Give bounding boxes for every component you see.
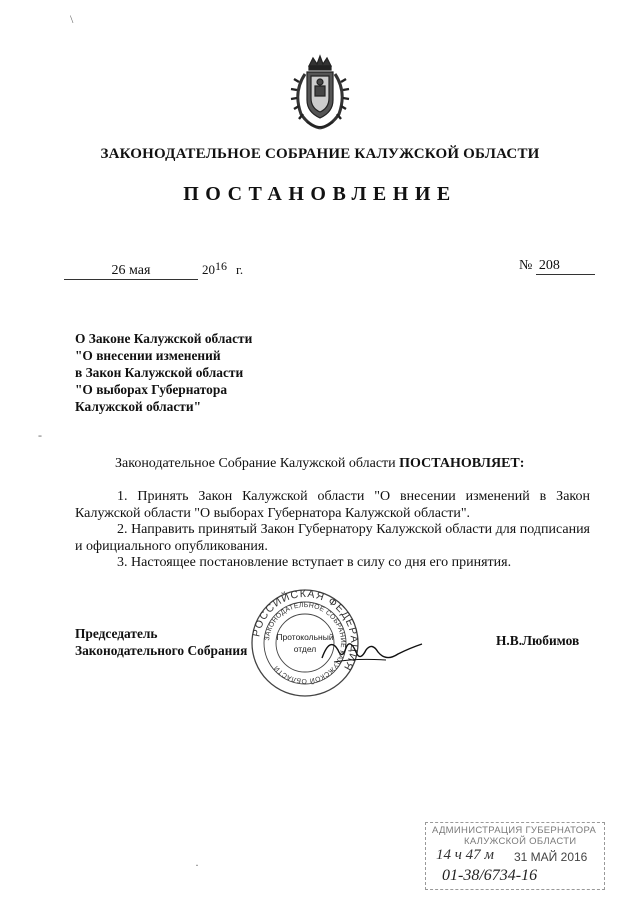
svg-text:ЗАКОНОДАТЕЛЬНОЕ СОБРАНИЕ КАЛУЖ: ЗАКОНОДАТЕЛЬНОЕ СОБРАНИЕ КАЛУЖСКОЙ ОБЛАСТИ — [264, 601, 347, 685]
document-type-title: ПОСТАНОВЛЕНИЕ — [183, 183, 457, 205]
signer-position-line: Председатель — [75, 626, 158, 641]
scan-mark: · — [195, 858, 199, 872]
kaluga-coat-of-arms-icon — [287, 52, 353, 134]
subject-line: Калужской области" — [75, 399, 202, 414]
resolution-items — [75, 489, 590, 572]
svg-text:Протокольный: Протокольный — [276, 632, 334, 642]
preamble-resolves: ПОСТАНОВЛЯЕТ: — [399, 456, 525, 471]
signer-position — [75, 625, 247, 659]
svg-text:отдел: отдел — [293, 644, 317, 654]
resolution-item: 3. Настоящее постановление вступает в силу со дня его принятия. — [117, 555, 512, 570]
organization-title: ЗАКОНОДАТЕЛЬНОЕ СОБРАНИЕ КАЛУЖСКОЙ ОБЛАСТИ — [100, 146, 540, 162]
date-year: $20^{16}$ — [202, 259, 227, 277]
stamp-date: 31 МАЙ 2016 — [514, 850, 588, 864]
scan-mark: \ — [70, 12, 74, 26]
scan-mark: - — [38, 428, 42, 442]
number-value: 208 — [536, 258, 595, 275]
date-year-unit: г. — [236, 262, 244, 277]
registration-stamp — [425, 822, 605, 890]
stamp-line: КАЛУЖСКОЙ ОБЛАСТИ — [464, 836, 577, 847]
resolution-item: 2. Направить принятый Закон Губернатору Калужской области для подписания и официального опубликования. — [75, 522, 590, 554]
document-date — [64, 259, 243, 280]
stamp-line: АДМИНИСТРАЦИЯ ГУБЕРНАТОРА — [432, 825, 597, 836]
preamble-text: Законодательное Собрание Калужской области — [115, 456, 400, 471]
subject-line: О Законе Калужской области — [75, 331, 253, 346]
handwritten-signature — [316, 628, 426, 672]
document-number — [519, 258, 595, 275]
document-subject — [75, 330, 252, 415]
subject-line: в Закон Калужской области — [75, 365, 244, 380]
signer-name: Н.В.Любимов — [496, 633, 580, 648]
number-sign: № — [519, 258, 533, 273]
subject-line: "О внесении изменений — [75, 348, 221, 363]
stamp-time: 14 ч 47 м — [436, 847, 494, 863]
stamp-number: 01-38/6734-16 — [442, 867, 538, 884]
date-day-month: 26 мая — [64, 263, 198, 280]
subject-line: "О выборах Губернатора — [75, 382, 228, 397]
resolution-item: 1. Принять Закон Калужской области "О внесении изменений в Закон Калужской области "О выборах Губернатора Калужской области". — [75, 489, 590, 521]
preamble — [115, 456, 524, 472]
svg-text:РОССИЙСКАЯ ФЕДЕРАЦИЯ: РОССИЙСКАЯ ФЕДЕРАЦИЯ — [250, 588, 360, 674]
signer-position-line: Законодательного Собрания — [75, 643, 248, 658]
